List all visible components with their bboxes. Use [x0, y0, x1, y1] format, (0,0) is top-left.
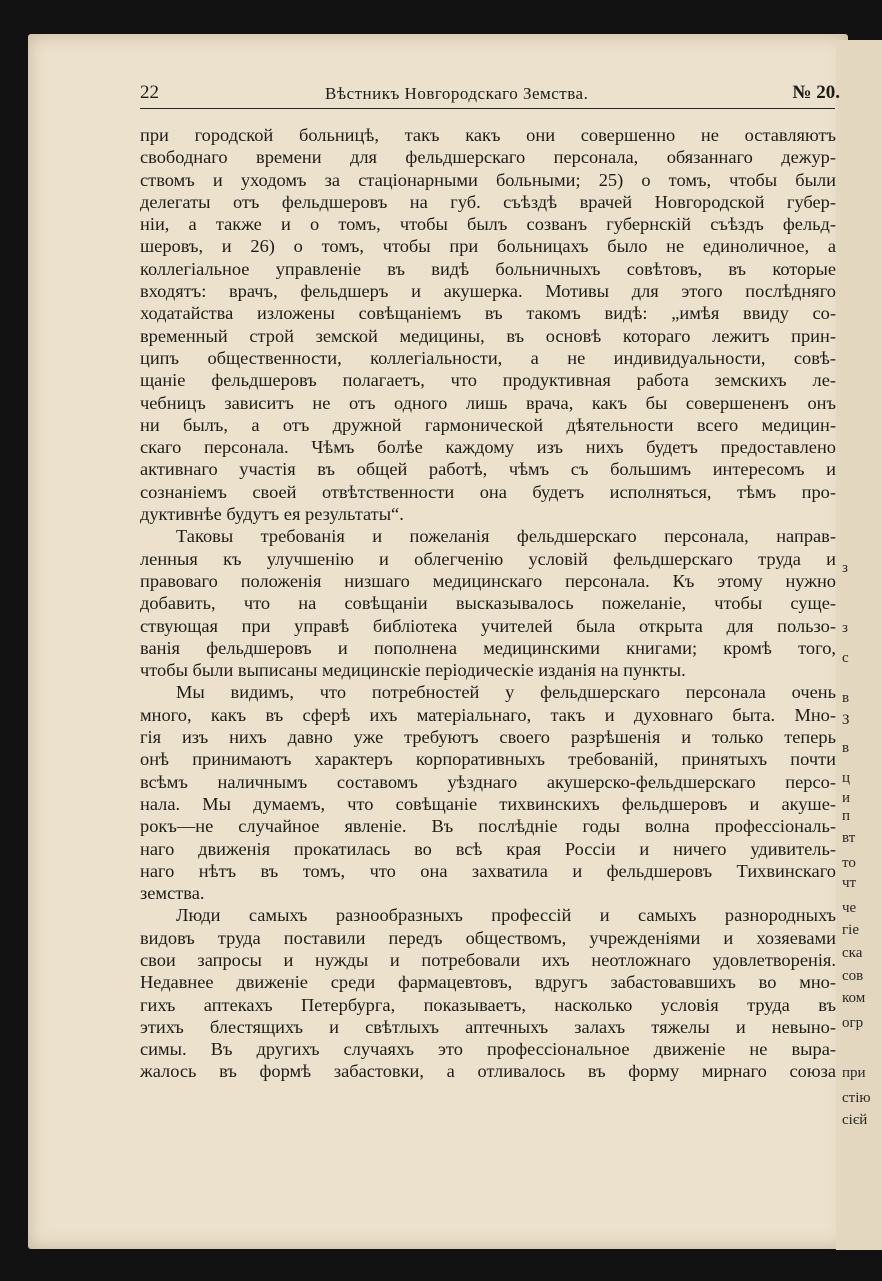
facing-page-fragment: ска	[842, 945, 863, 961]
text-line: скаго персонала. Чѣмъ болѣе каждому изъ нихъ будетъ предоставлено	[140, 437, 836, 458]
facing-page-fragment: чт	[842, 875, 857, 891]
text-line: много, какъ въ сферѣ ихъ матеріальнаго, такъ и духовнаго быта. Мно-	[140, 704, 836, 725]
facing-page-fragment: з	[842, 620, 848, 636]
text-line: наго нѣтъ въ томъ, что она захватила и фельдшеровъ Тихвинскаго	[140, 860, 836, 881]
text-line: ленныя къ улучшенію и облегченію условій фельдшерскаго труда и	[140, 548, 836, 569]
facing-page-fragment: п	[842, 808, 851, 824]
facing-page-fragment: гіе	[842, 922, 859, 938]
facing-page-fragment: сієй	[842, 1112, 868, 1128]
text-line: земства.	[140, 883, 205, 904]
text-line: симы. Въ другихъ случаяхъ это профессіональное движеніе не выра-	[140, 1039, 836, 1060]
facing-page-fragment: с	[842, 650, 849, 666]
text-line: правоваго положенія низшаго медицинскаго персонала. Къ этому нужно	[140, 570, 836, 591]
article-text	[140, 124, 836, 1083]
text-line: чтобы были выписаны медицинскіе періодическіе изданія на пункты.	[140, 660, 686, 681]
running-title: Вѣстникъ Новгородскаго Земства.	[325, 84, 589, 103]
facing-page-fragment: З	[842, 712, 850, 728]
text-line: Таковы требованія и пожеланія фельдшерскаго персонала, направ-	[176, 526, 836, 547]
text-line: активнаго участія въ общей работѣ, чѣмъ съ большимъ интересомъ и	[140, 459, 836, 480]
page-number: 22	[140, 82, 159, 103]
text-line: ствующая при управѣ библіотека учителей была открыта для пользо-	[140, 615, 836, 636]
text-line: свои запросы и нужды и потребовали ихъ неотложнаго удовлетворенія.	[140, 949, 836, 970]
text-line: гихъ аптекахъ Петербурга, показываетъ, насколько условія труда въ	[140, 994, 836, 1015]
facing-page-fragment: ком	[842, 990, 866, 1006]
facing-page-fragment: то	[842, 855, 856, 871]
facing-page-fragment: ц	[842, 770, 851, 786]
text-line: сознаніемъ своей отвѣтственности она будетъ исполняться, тѣмъ про-	[140, 481, 836, 502]
text-line: рокъ—не случайное явленіе. Въ послѣдніе годы волна профессіональ-	[140, 816, 836, 837]
text-line: гія изъ нихъ давно уже требуютъ своего разрѣшенія и только теперь	[140, 727, 836, 748]
text-line: наго движенія прокатилась во всѣ края Россіи и ничего удивитель-	[140, 838, 836, 859]
page-header	[140, 82, 840, 108]
facing-page-fragment: сов	[842, 968, 864, 984]
text-line: добавить, что на совѣщаніи высказывалось пожеланіе, чтобы суще-	[140, 593, 836, 614]
text-line: ніи, а также и о томъ, чтобы былъ созванъ губернскій съѣздъ фельд-	[140, 214, 836, 235]
facing-page-fragment: че	[842, 900, 857, 916]
facing-page-fragment: в	[842, 690, 850, 706]
text-line: всѣмъ наличнымъ составомъ уѣзднаго акушерско-фельдшерскаго персо-	[140, 771, 836, 792]
text-line: Недавнее движеніе среди фармацевтовъ, вдругъ забастовавшихъ во мно-	[140, 972, 836, 993]
text-line: делегаты отъ фельдшеровъ на губ. съѣздѣ врачей Новгородской губер-	[140, 191, 836, 212]
issue-number: № 20.	[792, 82, 840, 103]
text-line: Люди самыхъ разнообразныхъ профессій и самыхъ разнородныхъ	[176, 905, 836, 926]
text-line: ствомъ и уходомъ за стаціонарными больными; 25) о томъ, чтобы были	[140, 169, 836, 190]
text-line: этихъ блестящихъ и свѣтлыхъ аптечныхъ залахъ тяжелы и невыно-	[140, 1016, 836, 1037]
facing-page-fragment: з	[842, 560, 848, 576]
text-line: жалось въ формѣ забастовки, а отливалось въ форму мирнаго союза	[140, 1061, 836, 1082]
text-line: дуктивнѣе будутъ ея результаты“.	[140, 504, 404, 525]
text-line: щаніе фельдшеровъ полагаетъ, что продуктивная работа земскихъ ле-	[140, 370, 836, 391]
facing-page-edge	[836, 40, 882, 1250]
text-line: при городской больницѣ, такъ какъ они совершенно не оставляютъ	[140, 125, 836, 145]
facing-page-fragment: в	[842, 740, 850, 756]
facing-page-fragment: вт	[842, 830, 856, 846]
facing-page-fragment: при	[842, 1065, 866, 1081]
text-line: временный строй земской медицины, въ основѣ котораго лежитъ прин-	[140, 325, 836, 346]
header-rule	[140, 108, 835, 109]
facing-page-fragment: огр	[842, 1015, 864, 1031]
text-line: шеровъ, и 26) о томъ, чтобы при больницахъ было не единоличное, а	[140, 236, 836, 257]
text-line: ципъ общественности, коллегіальности, а не индивидуальности, совѣ-	[140, 347, 836, 368]
text-line: свободнаго времени для фельдшерскаго персонала, обязаннаго дежур-	[140, 147, 836, 168]
text-line: ходатайства изложены совѣщаніемъ въ такомъ видѣ: „имѣя ввиду со-	[140, 303, 836, 324]
text-line: онѣ принимаютъ характеръ корпоративныхъ требованій, принятыхъ почти	[140, 749, 836, 770]
text-line: входятъ: врачъ, фельдшеръ и акушерка. Мотивы для этого послѣдняго	[140, 281, 836, 302]
text-line: нала. Мы думаемъ, что совѣщаніе тихвинскихъ фельдшеровъ и акуше-	[140, 793, 836, 814]
text-line: Мы видимъ, что потребностей у фельдшерскаго персонала очень	[176, 682, 836, 703]
facing-page-fragment: стію	[842, 1090, 871, 1106]
text-line: коллегіальное управленіе въ видѣ больничныхъ совѣтовъ, въ которые	[140, 258, 836, 279]
text-line: видовъ труда поставили передъ обществомъ, учрежденіями и хозяевами	[140, 927, 836, 948]
text-line: ванія фельдшеровъ и пополнена медицинскими книгами; кромѣ того,	[140, 637, 836, 658]
text-line: ни былъ, а отъ дружной гармонической дѣятельности всего медицин-	[140, 414, 836, 435]
facing-page-fragment: и	[842, 790, 851, 806]
text-line: чебницъ зависитъ не отъ одного лишь врача, какъ бы совершененъ онъ	[140, 392, 836, 413]
